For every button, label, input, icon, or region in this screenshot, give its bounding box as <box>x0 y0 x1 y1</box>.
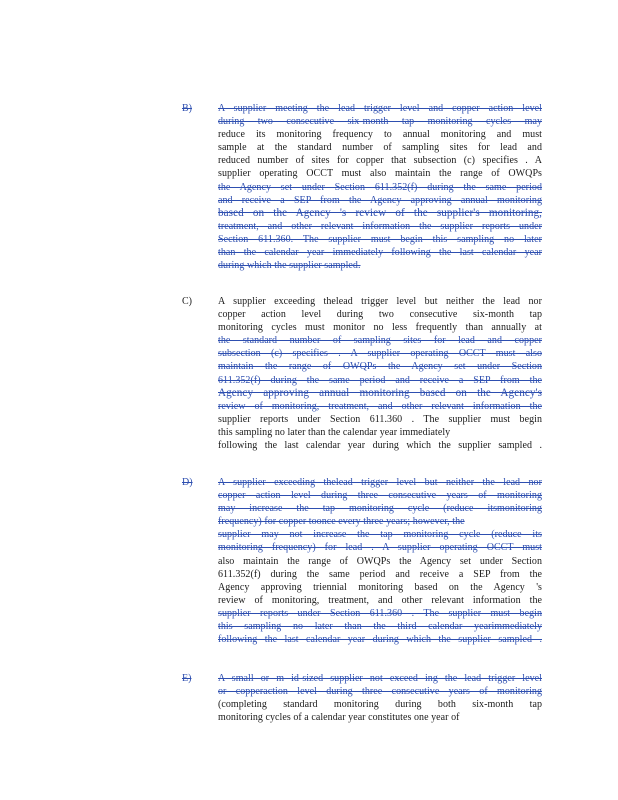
text-line: subsection (c) specifies . A supplier operating OCCT must also <box>218 348 542 360</box>
text-line: maintain the range of OWQPs the Agency set under Section <box>218 361 542 373</box>
text-line: supplier operating OCCT must also maintain the range of OWQPs <box>218 168 542 180</box>
text-line: A supplier exceeding thelead trigger level but neither the lead nor <box>218 477 542 488</box>
text-line: monitoring cycles must monitor no less frequently than annually at <box>218 322 542 334</box>
item-label: C) <box>182 296 192 307</box>
text-line: following the last calendar year during which the supplier sampled . <box>218 634 542 646</box>
text-line: and receive a SEP from the Agency approving annual monitoring <box>218 194 542 206</box>
text-line: during two consecutive six-month tap monitoring cycles may <box>218 116 542 128</box>
text-line: A small or m id-sized supplier not exceed ing the lead trigger level <box>218 673 542 684</box>
text-line: during which the supplier sampled. <box>218 260 361 272</box>
text-line: the Agency set under Section 611.352(f) during the same period <box>218 181 542 193</box>
text-line: reduced number of sites for copper that subsection (c) specifies . A <box>218 155 542 167</box>
text-line: the standard number of sampling sites for lead and copper <box>218 335 542 347</box>
text-line: A supplier exceeding thelead trigger level but neither the lead nor <box>218 296 542 307</box>
text-line: treatment, and other relevant information the supplier reports under <box>218 220 542 232</box>
text-line: supplier reports under Section 611.360 . The supplier must begin <box>218 607 542 619</box>
text-line: monitoring frequency) for lead . A supplier operating OCCT must <box>218 542 542 554</box>
item-label: B) <box>182 103 192 114</box>
text-line: frequency) for copper toonce every three years; however, the <box>218 516 465 528</box>
text-line: this sampling no later than the calendar year immediately <box>218 426 451 438</box>
text-line: reduce its monitoring frequency to annual monitoring and must <box>218 129 542 141</box>
text-line: this sampling no later than the third calendar yearimmediately <box>218 621 542 633</box>
text-line: may increase the tap monitoring cycle (reduce itsmonitoring <box>218 503 542 515</box>
text-line: Agency approving triennial monitoring based on the Agency 's <box>218 581 542 593</box>
item-label: E) <box>182 673 192 684</box>
text-line: following the last calendar year during which the supplier sampled . <box>218 440 542 452</box>
text-line: 611.352(f) during the same period and receive a SEP from the <box>218 568 542 580</box>
text-line: review of monitoring, treatment, and other relevant information the <box>218 594 542 606</box>
text-line: sample at the standard number of sampling sites for lead and <box>218 142 542 154</box>
text-line: copper action level during three consecutive years of monitoring <box>218 490 542 502</box>
text-line: A supplier meeting the lead trigger level and copper action level <box>218 103 542 114</box>
text-line: than the calendar year immediately following the last calendar year <box>218 247 542 259</box>
paragraph-body <box>218 672 542 724</box>
text-line: monitoring cycles of a calendar year constitutes one year of <box>218 712 460 724</box>
text-line: based on the Agency 's review of the supplier's monitoring, <box>218 206 542 219</box>
text-line: supplier reports under Section 611.360 . The supplier must begin <box>218 413 542 425</box>
text-line: supplier may not increase the tap monitoring cycle (reduce its <box>218 529 542 541</box>
text-line: Section 611.360. The supplier must begin this sampling no later <box>218 233 542 245</box>
text-line: 611.352(f) during the same period and receive a SEP from the <box>218 374 542 386</box>
text-line: copper action level during two consecutive six-month tap <box>218 309 542 321</box>
paragraph-body <box>218 476 542 646</box>
text-line: (completing standard monitoring during both six-month tap <box>218 699 542 711</box>
paragraph-body <box>218 295 542 452</box>
text-line: or copperaction level during three consecutive years of monitoring <box>218 686 542 698</box>
text-line: also maintain the range of OWQPs the Agency set under Section <box>218 555 542 567</box>
item-label: D) <box>182 477 193 488</box>
paragraph-body <box>218 102 542 272</box>
text-line: review of monitoring, treatment, and other relevant information the <box>218 400 542 412</box>
text-line: Agency approving annual monitoring based on the Agency's <box>218 386 542 399</box>
